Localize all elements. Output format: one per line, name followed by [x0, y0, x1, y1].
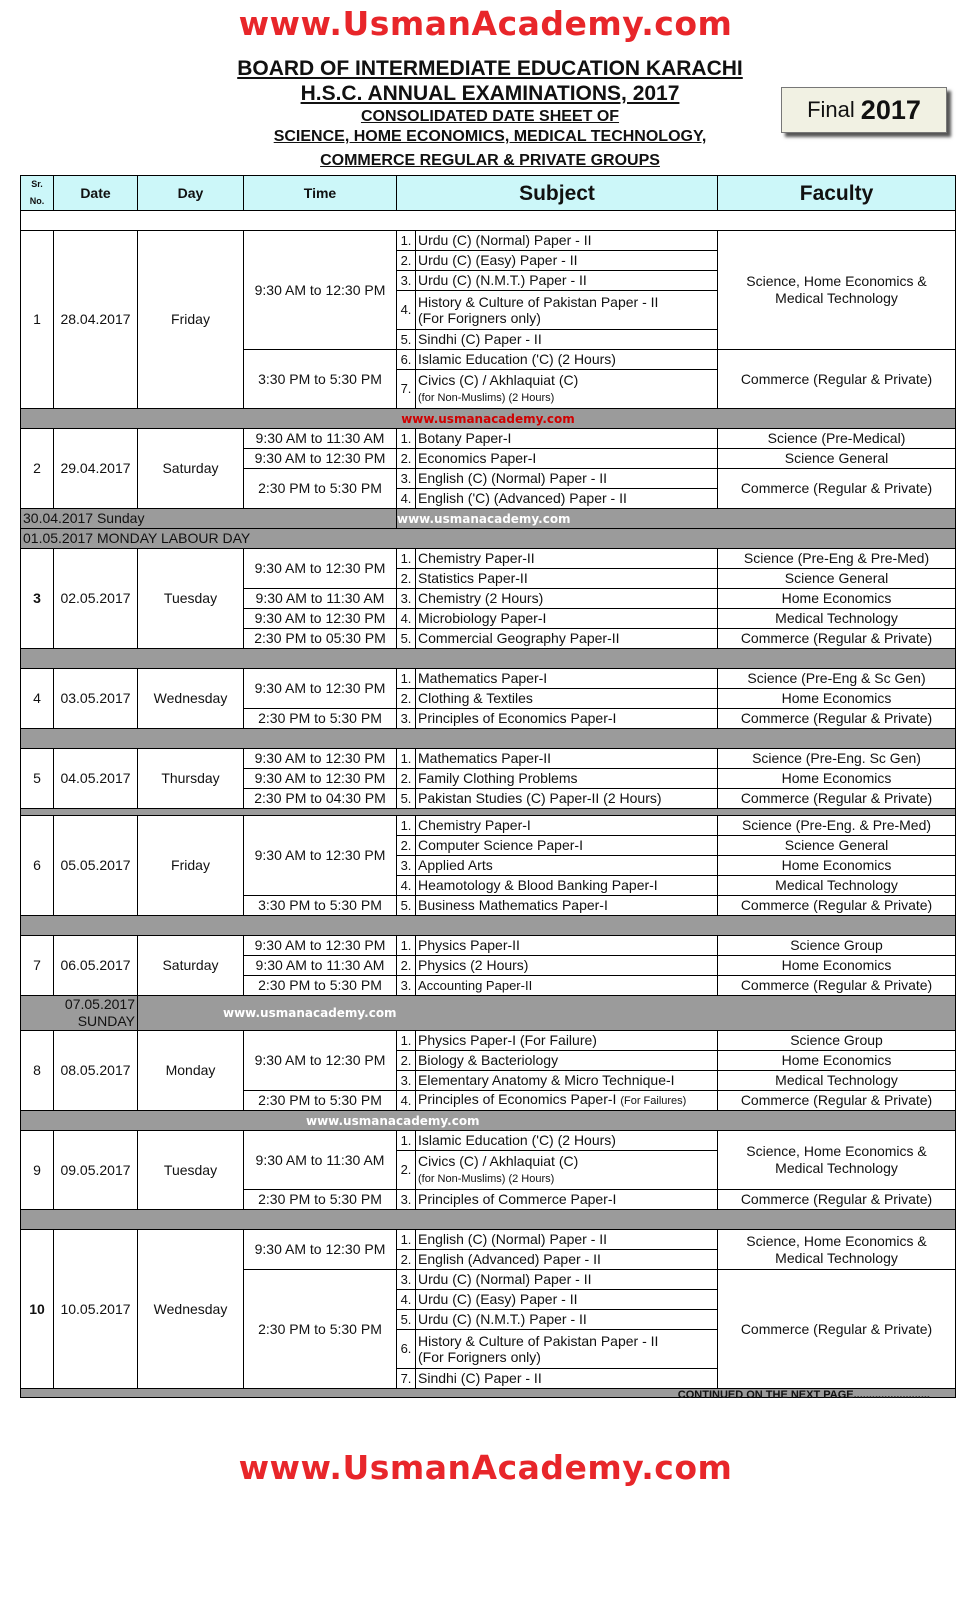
day: Friday [138, 231, 244, 409]
faculty: Home Economics [718, 689, 956, 709]
faculty: Home Economics [718, 589, 956, 609]
faculty: Home Economics [718, 1051, 956, 1071]
item-num: 4. [397, 876, 416, 896]
time: 9:30 AM to 12:30 PM [244, 669, 397, 709]
holiday-note: 30.04.2017 Sunday [21, 509, 397, 529]
time: 9:30 AM to 12:30 PM [244, 1230, 397, 1270]
continued-note: CONTINUED ON THE NEXT PAGE......................... [677, 1389, 930, 1401]
item-num: 1. [397, 1131, 416, 1151]
faculty: Commerce (Regular & Private) [718, 789, 956, 809]
time: 9:30 AM to 11:30 AM [244, 589, 397, 609]
subject [416, 1091, 718, 1111]
subject: Urdu (C) (Normal) Paper - II [416, 231, 718, 251]
time: 9:30 AM to 12:30 PM [244, 936, 397, 956]
sr-no: 7 [21, 936, 54, 996]
item-num: 1. [397, 816, 416, 836]
subject: Principles of Commerce Paper-I [416, 1190, 718, 1210]
watermark: www.usmanacademy.com [223, 1006, 397, 1020]
subject: English (Advanced) Paper - II [416, 1250, 718, 1270]
faculty: Medical Technology [718, 876, 956, 896]
subject: Chemistry Paper-I [416, 816, 718, 836]
subject: Family Clothing Problems [416, 769, 718, 789]
faculty-line: Medical Technology [775, 1160, 898, 1176]
sr-no: 9 [21, 1131, 54, 1210]
holiday-row [21, 996, 956, 1031]
table-header [21, 176, 956, 211]
faculty: Science Group [718, 936, 956, 956]
time: 2:30 PM to 5:30 PM [244, 709, 397, 729]
faculty: Commerce (Regular & Private) [718, 350, 956, 409]
item-num: 2. [397, 1250, 416, 1270]
faculty: Medical Technology [718, 609, 956, 629]
col-day: Day [138, 176, 244, 211]
separator-row [21, 409, 956, 429]
day: Saturday [138, 429, 244, 509]
time: 9:30 AM to 12:30 PM [244, 769, 397, 789]
subject: Applied Arts [416, 856, 718, 876]
sr-no: 2 [21, 429, 54, 509]
time: 9:30 AM to 11:30 AM [244, 429, 397, 449]
separator-row [21, 916, 956, 936]
subject-line: Principles of Economics Paper-I [418, 1091, 617, 1107]
subject: Botany Paper-I [416, 429, 718, 449]
subject: Statistics Paper-II [416, 569, 718, 589]
subject: Mathematics Paper-I [416, 669, 718, 689]
item-num: 3. [397, 976, 416, 996]
table-row [21, 429, 956, 449]
item-num: 1. [397, 1031, 416, 1051]
faculty: Commerce (Regular & Private) [718, 976, 956, 996]
day: Friday [138, 816, 244, 916]
item-num: 3. [397, 589, 416, 609]
faculty: Science General [718, 449, 956, 469]
faculty [718, 1131, 956, 1190]
item-num: 4. [397, 1290, 416, 1310]
item-num: 2. [397, 1151, 416, 1190]
board-title: BOARD OF INTERMEDIATE EDUCATION KARACHI [237, 57, 743, 80]
time: 9:30 AM to 11:30 AM [244, 956, 397, 976]
subject-line: (For Forigners only) [418, 310, 541, 326]
item-num: 4. [397, 489, 416, 509]
item-num: 6. [397, 1330, 416, 1369]
holiday-row [21, 529, 956, 549]
item-num: 6. [397, 350, 416, 370]
table-row [21, 749, 956, 769]
col-sr: Sr. No. [21, 176, 54, 211]
subject: Elementary Anatomy & Micro Technique-I [416, 1071, 718, 1091]
table-row [21, 816, 956, 836]
subject: Biology & Bacteriology [416, 1051, 718, 1071]
day: Wednesday [138, 669, 244, 729]
subject [416, 1151, 718, 1190]
time: 3:30 PM to 5:30 PM [244, 896, 397, 916]
time: 9:30 AM to 12:30 PM [244, 816, 397, 896]
subject-line: (For Forigners only) [418, 1349, 541, 1365]
table-row [21, 936, 956, 956]
faculty-line: Science, Home Economics & [746, 1232, 927, 1249]
item-num: 5. [397, 629, 416, 649]
final-label: Final [807, 97, 855, 122]
col-time: Time [244, 176, 397, 211]
subject [416, 1330, 718, 1369]
subject: Sindhi (C) Paper - II [416, 1369, 718, 1389]
item-num: 7. [397, 370, 416, 409]
date: 29.04.2017 [54, 429, 138, 509]
subject: Urdu (C) (Normal) Paper - II [416, 1270, 718, 1290]
faculty-line: Medical Technology [775, 290, 898, 306]
faculty: Commerce (Regular & Private) [718, 896, 956, 916]
separator-row [21, 1111, 956, 1131]
faculty: Science General [718, 569, 956, 589]
faculty: Commerce (Regular & Private) [718, 709, 956, 729]
item-num: 5. [397, 1310, 416, 1330]
subject: English (C) (Normal) Paper - II [416, 1230, 718, 1250]
sr-no: 6 [21, 816, 54, 916]
subject: Heamotology & Blood Banking Paper-I [416, 876, 718, 896]
groups-line-2: COMMERCE REGULAR & PRIVATE GROUPS [320, 152, 660, 169]
faculty: Science (Pre-Eng & Pre-Med) [718, 549, 956, 569]
date: 06.05.2017 [54, 936, 138, 996]
item-num: 3. [397, 1190, 416, 1210]
date: 09.05.2017 [54, 1131, 138, 1210]
faculty: Science Group [718, 1031, 956, 1051]
sr-no: 4 [21, 669, 54, 729]
faculty: Home Economics [718, 856, 956, 876]
time: 9:30 AM to 12:30 PM [244, 231, 397, 350]
site-banner-bottom: www.UsmanAcademy.com [238, 1448, 733, 1487]
faculty: Science (Pre-Eng & Sc Gen) [718, 669, 956, 689]
date-sheet-table [20, 175, 956, 1398]
subject: Islamic Education ('C) (2 Hours) [416, 350, 718, 370]
item-num: 3. [397, 856, 416, 876]
separator-row [21, 809, 956, 816]
col-subject: Subject [397, 176, 718, 211]
time: 2:30 PM to 5:30 PM [244, 1190, 397, 1210]
site-banner-top: www.UsmanAcademy.com [238, 4, 733, 43]
item-num: 2. [397, 689, 416, 709]
sheet-title: CONSOLIDATED DATE SHEET OF [360, 108, 620, 125]
subject: English (C) (Normal) Paper - II [416, 469, 718, 489]
date: 10.05.2017 [54, 1230, 138, 1389]
time: 9:30 AM to 12:30 PM [244, 549, 397, 589]
subject: English ('C) (Advanced) Paper - II [416, 489, 718, 509]
subject: Chemistry Paper-II [416, 549, 718, 569]
faculty: Commerce (Regular & Private) [718, 1190, 956, 1210]
holiday-note: 01.05.2017 MONDAY LABOUR DAY [21, 529, 956, 549]
subject: Principles of Economics Paper-I [416, 709, 718, 729]
holiday-row [21, 509, 956, 529]
day: Tuesday [138, 1131, 244, 1210]
date: 03.05.2017 [54, 669, 138, 729]
item-num: 1. [397, 231, 416, 251]
groups-line-1: SCIENCE, HOME ECONOMICS, MEDICAL TECHNOLOGY, [273, 128, 707, 145]
watermark: www.usmanacademy.com [401, 411, 575, 426]
subject-line: History & Culture of Pakistan Paper - II [418, 294, 659, 310]
exam-title: H.S.C. ANNUAL EXAMINATIONS, 2017 [300, 82, 680, 105]
faculty-line: Science, Home Economics & [746, 1143, 927, 1159]
faculty: Medical Technology [718, 1071, 956, 1091]
item-num: 1. [397, 429, 416, 449]
time: 9:30 AM to 12:30 PM [244, 749, 397, 769]
item-num: 1. [397, 549, 416, 569]
item-num: 4. [397, 609, 416, 629]
table-row [21, 1230, 956, 1250]
day: Wednesday [138, 1230, 244, 1389]
item-num: 2. [397, 569, 416, 589]
day: Thursday [138, 749, 244, 809]
time: 2:30 PM to 5:30 PM [244, 976, 397, 996]
time: 2:30 PM to 5:30 PM [244, 1091, 397, 1111]
item-num: 2. [397, 836, 416, 856]
date: 04.05.2017 [54, 749, 138, 809]
faculty-line: Science, Home Economics & [746, 273, 927, 289]
item-num: 2. [397, 251, 416, 271]
subject-line: (for Non-Muslims) (2 Hours) [418, 1173, 555, 1185]
table-row [21, 1031, 956, 1051]
subject: Islamic Education ('C) (2 Hours) [416, 1131, 718, 1151]
watermark: www.usmanacademy.com [397, 511, 571, 526]
sr-no: 10 [21, 1230, 54, 1389]
time: 9:30 AM to 12:30 PM [244, 449, 397, 469]
time: 2:30 PM to 05:30 PM [244, 629, 397, 649]
faculty: Home Economics [718, 769, 956, 789]
item-num: 3. [397, 271, 416, 291]
item-num: 2. [397, 956, 416, 976]
item-num: 1. [397, 1230, 416, 1250]
faculty: Home Economics [718, 956, 956, 976]
faculty-line: Medical Technology [775, 1249, 898, 1266]
item-num: 3. [397, 1270, 416, 1290]
subject: Commercial Geography Paper-II [416, 629, 718, 649]
time: 2:30 PM to 04:30 PM [244, 789, 397, 809]
subject: Business Mathematics Paper-I [416, 896, 718, 916]
col-faculty: Faculty [718, 176, 956, 211]
subject: Accounting Paper-II [416, 976, 718, 996]
item-num: 2. [397, 769, 416, 789]
sr-no: 8 [21, 1031, 54, 1111]
subject-line: History & Culture of Pakistan Paper - II [418, 1333, 659, 1349]
subject [416, 370, 718, 409]
day: Saturday [138, 936, 244, 996]
sr-no: 5 [21, 749, 54, 809]
item-num: 3. [397, 709, 416, 729]
item-num: 4. [397, 1091, 416, 1111]
sr-no: 1 [21, 231, 54, 409]
subject: Urdu (C) (N.M.T.) Paper - II [416, 1310, 718, 1330]
item-num: 4. [397, 291, 416, 330]
subject: Physics Paper-II [416, 936, 718, 956]
item-num: 5. [397, 330, 416, 350]
table-row [21, 549, 956, 569]
date: 08.05.2017 [54, 1031, 138, 1111]
subject: Computer Science Paper-I [416, 836, 718, 856]
item-num: 3. [397, 469, 416, 489]
faculty [718, 1230, 956, 1270]
date: 05.05.2017 [54, 816, 138, 916]
subject-line: Civics (C) / Akhlaquiat (C) [418, 372, 579, 388]
item-num: 2. [397, 1051, 416, 1071]
faculty: Commerce (Regular & Private) [718, 1091, 956, 1111]
time: 3:30 PM to 5:30 PM [244, 350, 397, 409]
time: 9:30 AM to 12:30 PM [244, 609, 397, 629]
item-num: 1. [397, 936, 416, 956]
subject: Urdu (C) (N.M.T.) Paper - II [416, 271, 718, 291]
item-num: 3. [397, 1071, 416, 1091]
faculty [718, 231, 956, 350]
subject: Mathematics Paper-II [416, 749, 718, 769]
separator-row [21, 1210, 956, 1230]
subject: Economics Paper-I [416, 449, 718, 469]
subject: Urdu (C) (Easy) Paper - II [416, 1290, 718, 1310]
time: 9:30 AM to 12:30 PM [244, 1031, 397, 1091]
item-num: 7. [397, 1369, 416, 1389]
subject: Chemistry (2 Hours) [416, 589, 718, 609]
table-row [21, 231, 956, 251]
subject-line: (for Non-Muslims) (2 Hours) [418, 392, 555, 404]
subject: Physics (2 Hours) [416, 956, 718, 976]
separator-row [21, 729, 956, 749]
faculty: Commerce (Regular & Private) [718, 1270, 956, 1389]
subject: Microbiology Paper-I [416, 609, 718, 629]
time: 9:30 AM to 11:30 AM [244, 1131, 397, 1190]
watermark: www.usmanacademy.com [306, 1113, 480, 1128]
final-year: 2017 [860, 94, 921, 125]
faculty: Science (Pre-Eng. & Pre-Med) [718, 816, 956, 836]
day: Tuesday [138, 549, 244, 649]
item-num: 1. [397, 749, 416, 769]
item-num: 2. [397, 449, 416, 469]
item-num: 5. [397, 789, 416, 809]
sr-no: 3 [21, 549, 54, 649]
faculty: Commerce (Regular & Private) [718, 469, 956, 509]
day: Monday [138, 1031, 244, 1111]
date: 02.05.2017 [54, 549, 138, 649]
subject [416, 291, 718, 330]
table-row [21, 669, 956, 689]
faculty: Commerce (Regular & Private) [718, 629, 956, 649]
date: 28.04.2017 [54, 231, 138, 409]
subject: Pakistan Studies (C) Paper-II (2 Hours) [416, 789, 718, 809]
subject-note: (For Failures) [620, 1095, 687, 1107]
subject: Physics Paper-I (For Failure) [416, 1031, 718, 1051]
subject-line: Civics (C) / Akhlaquiat (C) [418, 1153, 579, 1169]
subject: Urdu (C) (Easy) Paper - II [416, 251, 718, 271]
time: 2:30 PM to 5:30 PM [244, 469, 397, 509]
faculty: Science General [718, 836, 956, 856]
item-num: 1. [397, 669, 416, 689]
table-row [21, 1131, 956, 1151]
holiday-note: 07.05.2017 SUNDAY [21, 996, 138, 1031]
item-num: 5. [397, 896, 416, 916]
faculty: Science (Pre-Eng. Sc Gen) [718, 749, 956, 769]
time: 2:30 PM to 5:30 PM [244, 1270, 397, 1389]
col-date: Date [54, 176, 138, 211]
separator-row [21, 649, 956, 669]
subject: Clothing & Textiles [416, 689, 718, 709]
final-badge [781, 87, 947, 133]
subject: Sindhi (C) Paper - II [416, 330, 718, 350]
faculty: Science (Pre-Medical) [718, 429, 956, 449]
